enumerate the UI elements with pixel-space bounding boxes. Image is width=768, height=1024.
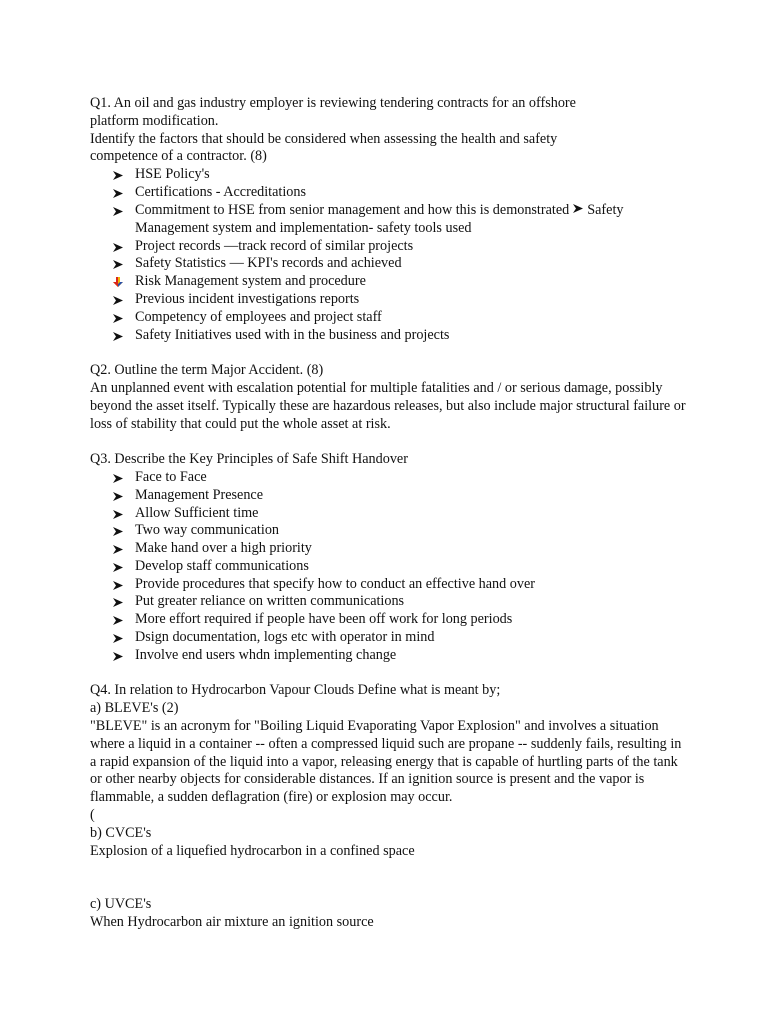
list-item-text: Allow Sufficient time bbox=[135, 504, 259, 521]
arrow-bullet-icon bbox=[112, 522, 126, 537]
arrow-bullet-icon bbox=[112, 629, 126, 644]
list-item-continuation: Management system and implementation- safety tools used bbox=[135, 219, 472, 236]
list-item-text: Project records —track record of similar projects bbox=[135, 237, 414, 254]
list-item bbox=[112, 327, 690, 345]
question-2 bbox=[90, 362, 690, 433]
arrow-bullet-icon bbox=[112, 558, 126, 573]
q4-c-answer: When Hydrocarbon air mixture an ignition source bbox=[90, 913, 374, 930]
arrow-bullet-icon bbox=[112, 255, 126, 270]
arrow-bullet-icon bbox=[112, 487, 126, 502]
list-item bbox=[112, 576, 690, 594]
question-3 bbox=[90, 451, 690, 665]
list-item-text: Develop staff communications bbox=[135, 557, 309, 574]
q4-stray-paren: ( bbox=[90, 807, 95, 824]
list-item-text: Involve end users whdn implementing change bbox=[135, 646, 397, 663]
q2-heading: Q2. Outline the term Major Accident. (8) bbox=[90, 362, 324, 379]
q1-line-1: Q1. An oil and gas industry employer is reviewing tendering contracts for an offshore bbox=[90, 95, 576, 111]
list-item-text: Provide procedures that specify how to conduct an effective hand over bbox=[135, 575, 535, 592]
list-item-text-tail: Safety bbox=[587, 201, 624, 218]
list-item-text: Commitment to HSE from senior management and how this is demonstrated bbox=[135, 201, 570, 218]
list-item bbox=[112, 184, 690, 202]
list-item-text: Safety Initiatives used with in the business and projects bbox=[135, 326, 450, 343]
q1-line-3: Identify the factors that should be considered when assessing the health and safety bbox=[90, 130, 558, 147]
list-item bbox=[112, 611, 690, 629]
arrow-bullet-icon bbox=[112, 576, 126, 591]
list-item-text: HSE Policy's bbox=[135, 166, 210, 183]
arrow-bullet-icon bbox=[112, 647, 126, 662]
arrow-bullet-icon bbox=[112, 309, 126, 324]
list-item-text: Previous incident investigations reports bbox=[135, 290, 360, 307]
arrow-bullet-icon bbox=[112, 593, 126, 608]
list-item-text: Management Presence bbox=[135, 486, 264, 503]
list-item bbox=[112, 469, 690, 487]
arrow-bullet-icon bbox=[112, 611, 126, 626]
q3-heading: Q3. Describe the Key Principles of Safe Shift Handover bbox=[90, 451, 408, 468]
arrow-bullet-icon bbox=[112, 238, 126, 253]
list-item bbox=[112, 238, 690, 256]
question-4 bbox=[90, 682, 690, 931]
list-item-text: Dsign documentation, logs etc with operator in mind bbox=[135, 629, 435, 646]
list-item-text: Risk Management system and procedure bbox=[135, 273, 366, 290]
q4-c-label: c) UVCE's bbox=[90, 896, 152, 913]
document-page bbox=[90, 95, 690, 932]
q4-a-label: a) BLEVE's (2) bbox=[90, 700, 179, 717]
spacer bbox=[90, 860, 690, 896]
list-item-text: Competency of employees and project staff bbox=[135, 308, 382, 325]
list-item bbox=[112, 647, 690, 665]
arrow-bullet-icon bbox=[112, 202, 126, 217]
question-1 bbox=[90, 95, 690, 344]
list-item bbox=[112, 487, 690, 505]
list-item-text: Put greater reliance on written communications bbox=[135, 593, 405, 610]
q4-b-label: b) CVCE's bbox=[90, 824, 152, 841]
arrow-bullet-icon bbox=[112, 184, 126, 199]
list-item bbox=[112, 309, 690, 327]
list-item-text: Face to Face bbox=[135, 468, 207, 485]
q4-heading: Q4. In relation to Hydrocarbon Vapour Clouds Define what is meant by; bbox=[90, 682, 501, 699]
spacer bbox=[90, 433, 690, 451]
arrow-bullet-icon bbox=[572, 202, 584, 220]
list-item bbox=[112, 273, 690, 291]
q1-bullet-list bbox=[90, 166, 690, 344]
list-item bbox=[112, 166, 690, 184]
list-item bbox=[112, 522, 690, 540]
list-item bbox=[112, 505, 690, 523]
q1-line-2: platform modification. bbox=[90, 112, 219, 129]
list-item bbox=[112, 593, 690, 611]
arrow-bullet-icon bbox=[112, 166, 126, 181]
list-item bbox=[112, 202, 690, 238]
arrow-bullet-icon bbox=[112, 505, 126, 520]
q3-bullet-list bbox=[90, 469, 690, 665]
list-item-text: Make hand over a high priority bbox=[135, 540, 312, 557]
colored-arrow-bullet-icon bbox=[112, 273, 126, 288]
arrow-bullet-icon bbox=[112, 540, 126, 555]
arrow-bullet-icon bbox=[112, 469, 126, 484]
list-item bbox=[112, 540, 690, 558]
list-item bbox=[112, 558, 690, 576]
spacer bbox=[90, 344, 690, 362]
arrow-bullet-icon bbox=[112, 327, 126, 342]
q1-line-4: competence of a contractor. (8) bbox=[90, 148, 267, 165]
list-item-text: Two way communication bbox=[135, 522, 280, 539]
list-item-text: Safety Statistics — KPI's records and achieved bbox=[135, 255, 402, 272]
q2-answer: An unplanned event with escalation potential for multiple fatalities and / or serious damage, possibly beyond the asset itself. Typically these are hazardous releases, but also include major structural failure or loss of stability that could put the whole asset at risk. bbox=[90, 379, 686, 432]
q4-b-answer: Explosion of a liquefied hydrocarbon in a confined space bbox=[90, 842, 415, 859]
spacer bbox=[90, 665, 690, 683]
list-item bbox=[112, 291, 690, 309]
list-item-text: Certifications - Accreditations bbox=[135, 183, 306, 200]
list-item-text: More effort required if people have been off work for long periods bbox=[135, 611, 513, 628]
list-item bbox=[112, 629, 690, 647]
list-item bbox=[112, 255, 690, 273]
q4-a-answer: "BLEVE" is an acronym for "Boiling Liquid Evaporating Vapor Explosion" and involves a situation where a liquid in a container -- often a compressed liquid such are propane -- suddenly fails, resulting in a rapid expansion of the liquid into a vapor, releasing energy that is capable of hurtling parts of the tank or other nearby objects for considerable distances. If an ignition source is present and the vapor is flammable, a sudden deflagration (fire) or explosion may occur. bbox=[90, 718, 682, 806]
arrow-bullet-icon bbox=[112, 291, 126, 306]
